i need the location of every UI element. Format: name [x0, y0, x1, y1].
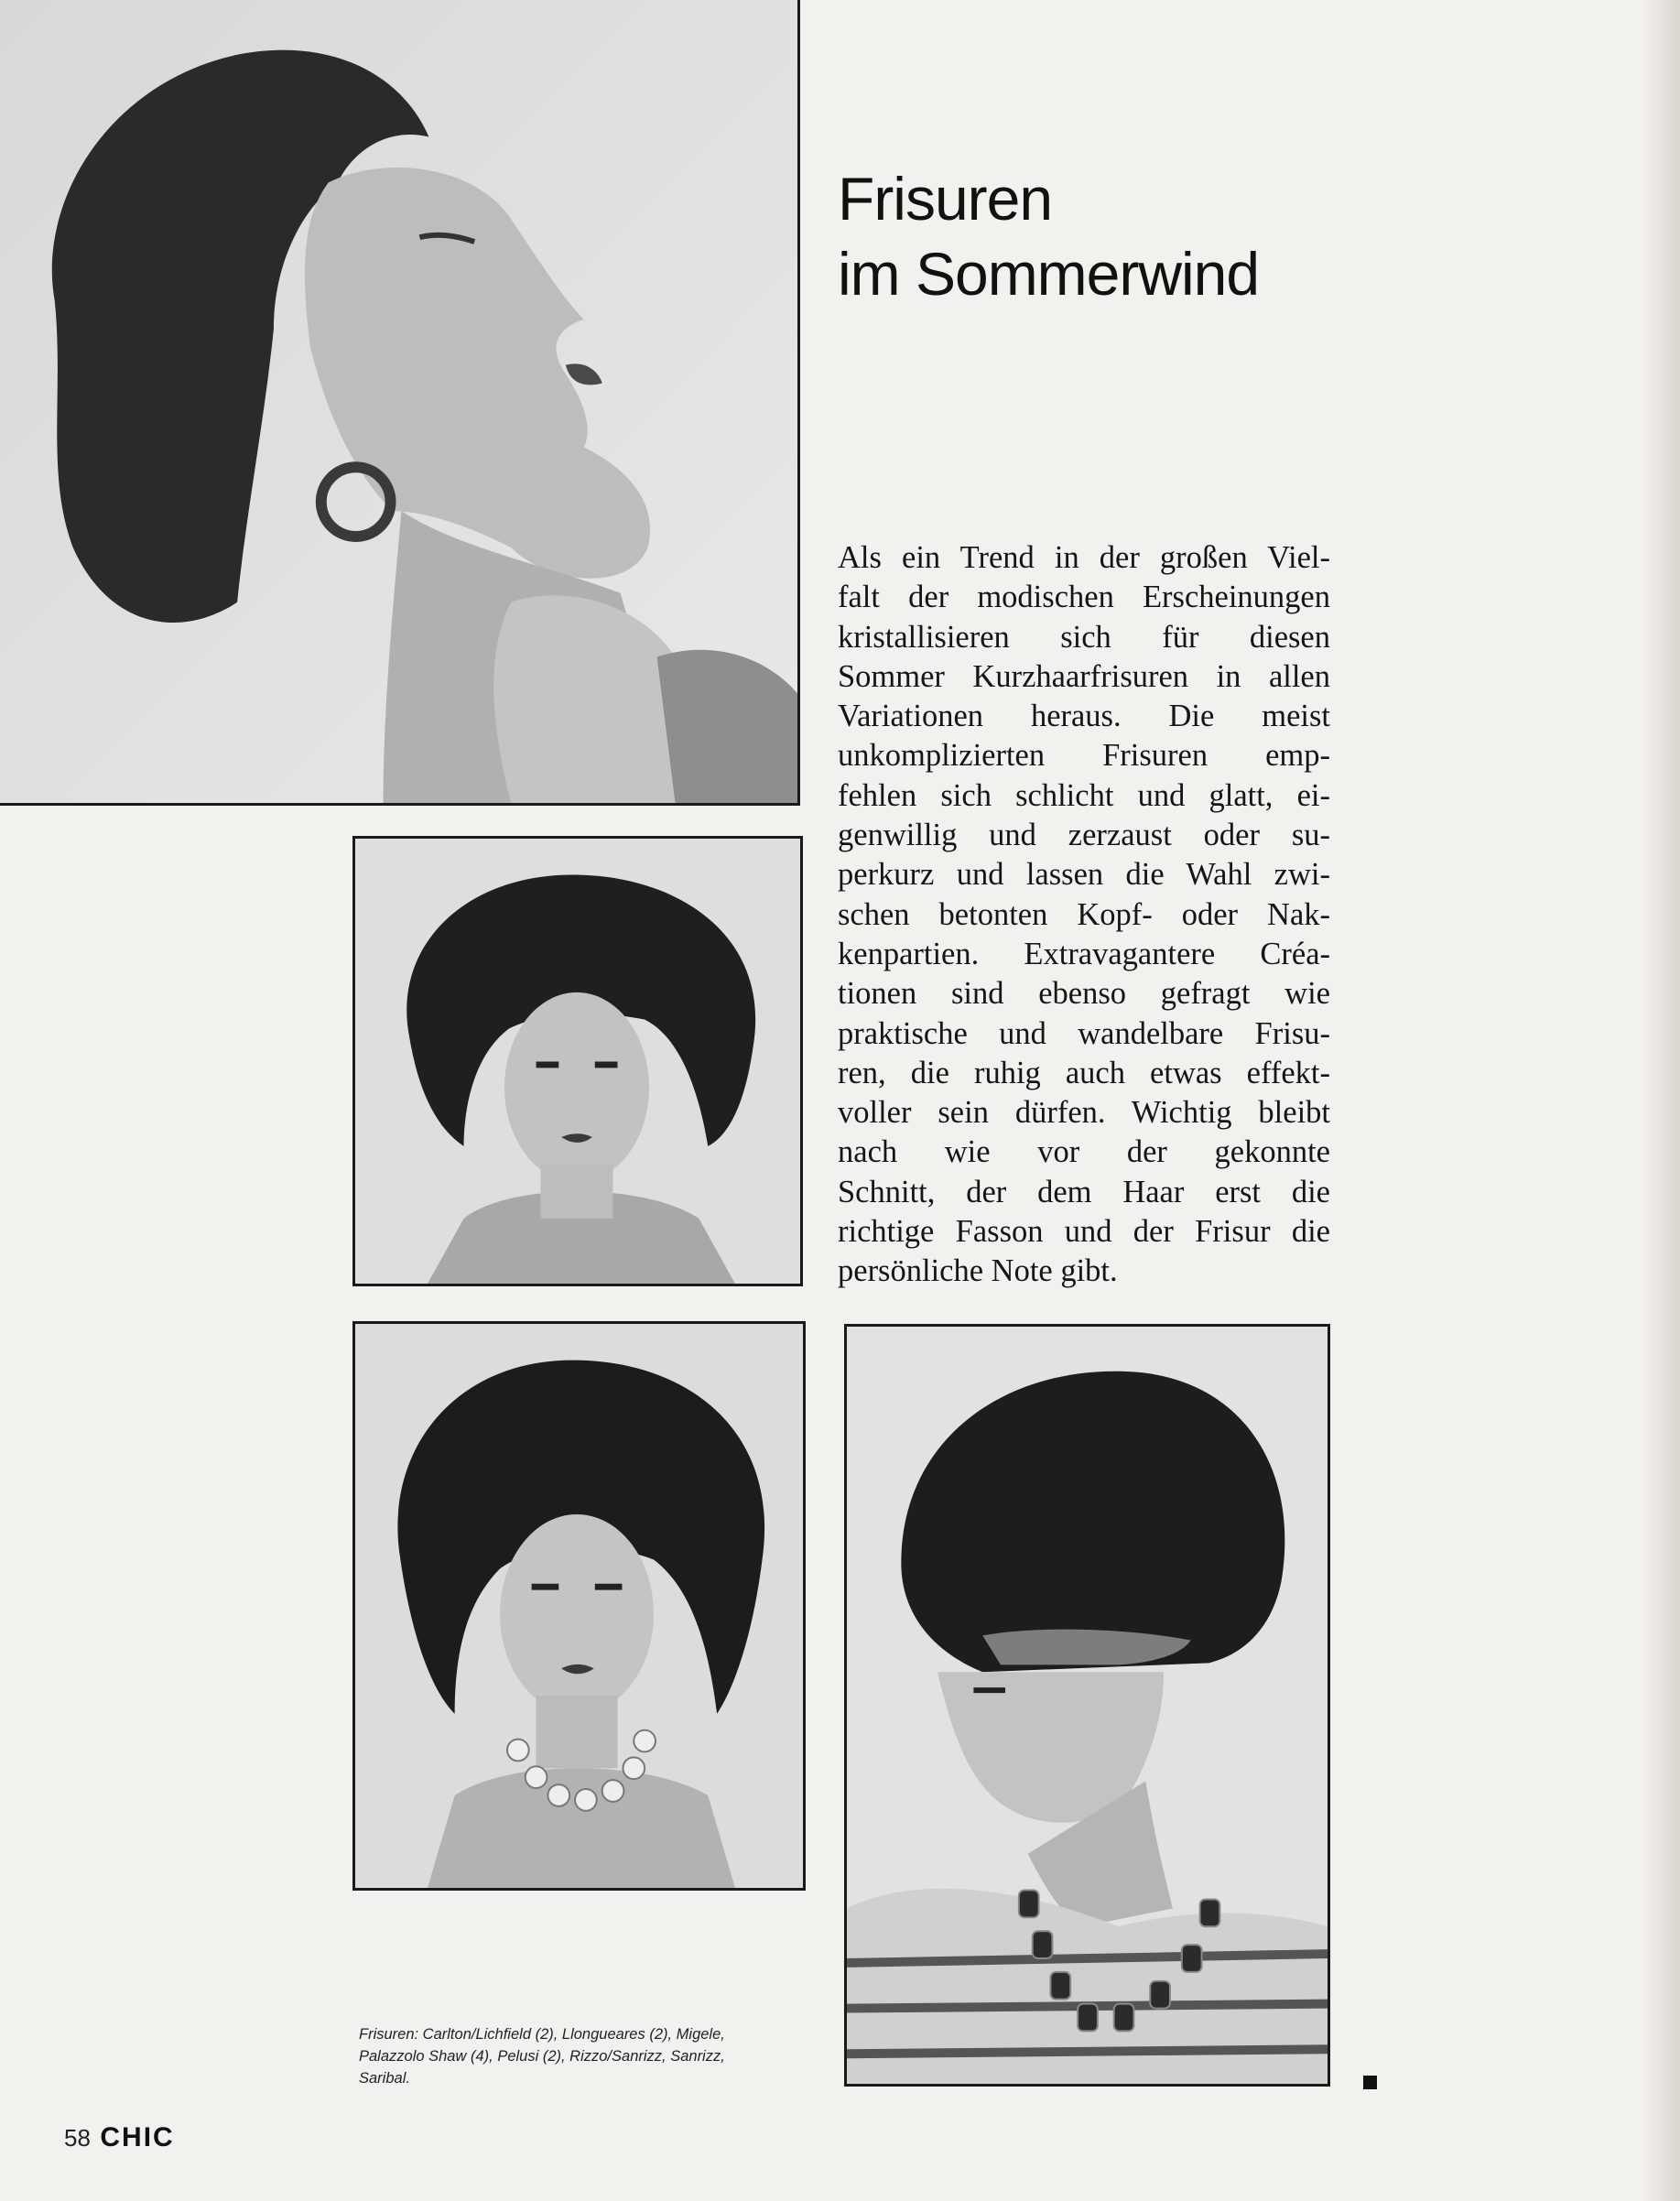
body-line: schen betonten Kopf- oder Nak- [838, 896, 1330, 932]
title-line-1: Frisuren [838, 165, 1053, 233]
credits-line: Frisuren: Carlton/Lichfield (2), Llongueares (2), Migele, [359, 2026, 725, 2043]
body-line: persönliche Note gibt. [838, 1253, 1118, 1289]
article-end-mark [1363, 2076, 1377, 2089]
page-edge-shadow [1643, 0, 1680, 2201]
credits-line: Saribal. [359, 2070, 410, 2087]
body-line: Variationen heraus. Die meist [838, 699, 1330, 734]
photo-curly-hair-pearls [352, 1321, 806, 1891]
body-line: fehlen sich schlicht und glatt, ei- [838, 777, 1330, 813]
page-number: 58 [64, 2124, 91, 2152]
body-line: nach wie vor der gekonnte [838, 1134, 1330, 1170]
body-line: genwillig und zerzaust oder su- [838, 818, 1330, 853]
title-line-2: im Sommerwind [838, 240, 1260, 308]
photo-voluminous-bob [352, 836, 803, 1286]
body-line: falt der modischen Erscheinungen [838, 580, 1330, 615]
body-line: Sommer Kurzhaarfrisuren in allen [838, 658, 1330, 694]
body-line: ren, die ruhig auch etwas effekt- [838, 1055, 1330, 1090]
body-line: Schnitt, der dem Haar erst die [838, 1174, 1330, 1209]
body-line: perkurz und lassen die Wahl zwi- [838, 857, 1330, 893]
photo-profile-short-hair [0, 0, 800, 806]
article-body [838, 538, 1330, 1292]
magazine-name: CHIC [100, 2122, 175, 2152]
body-line: praktische und wandelbare Frisu- [838, 1015, 1330, 1051]
article-title [838, 161, 1259, 311]
body-line: richtige Fasson und der Frisur die [838, 1214, 1330, 1250]
body-line: unkomplizierten Frisuren emp- [838, 738, 1330, 774]
photo-credits [359, 2023, 817, 2089]
page-footer [64, 2122, 175, 2153]
photo-bowl-cut-profile [844, 1324, 1330, 2087]
credits-line: Palazzolo Shaw (4), Pelusi (2), Rizzo/Sanrizz, Sanrizz, [359, 2048, 725, 2065]
body-line: kenpartien. Extravagantere Créa- [838, 936, 1330, 971]
body-line: tionen sind ebenso gefragt wie [838, 976, 1330, 1012]
body-line: voller sein dürfen. Wichtig bleibt [838, 1095, 1330, 1131]
body-line: kristallisieren sich für diesen [838, 619, 1330, 655]
body-line: Als ein Trend in der großen Viel- [838, 540, 1330, 575]
